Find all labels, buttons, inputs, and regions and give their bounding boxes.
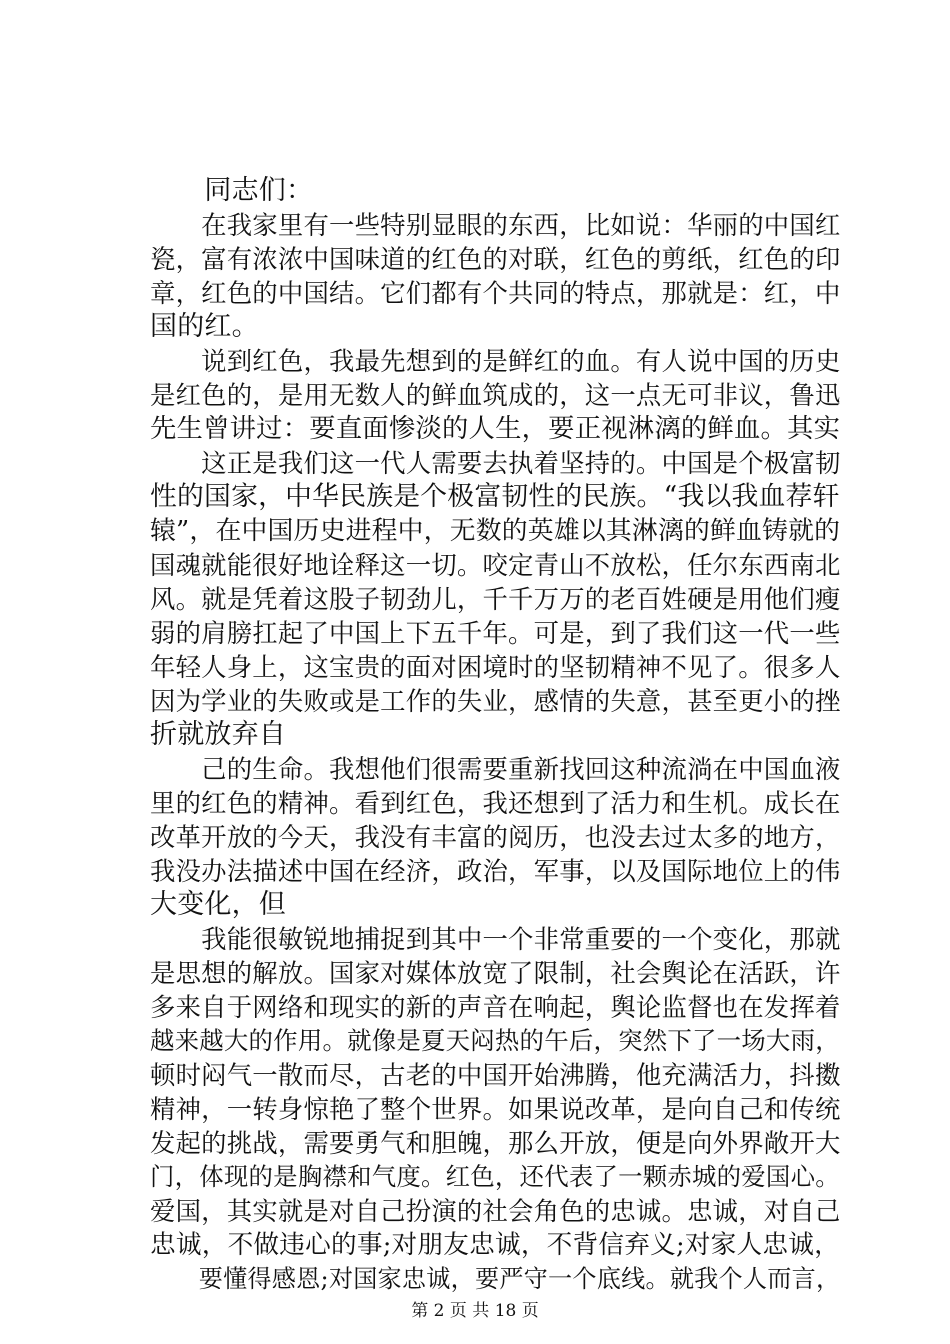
text-line: 国魂就能很好地诠释这一切。咬定青山不放松，任尔东西南北 <box>150 550 841 580</box>
text-line: 先生曾讲过：要直面惨淡的人生，要正视淋漓的鲜血。其实 <box>150 414 841 444</box>
text-line: 忠诚，不做违心的事;对朋友忠诚，不背信弃义;对家人忠诚， <box>150 1230 840 1260</box>
text-line: 门，体现的是胸襟和气度。红色，还代表了一颗赤城的爱国心。 <box>150 1162 840 1191</box>
text-line: 因为学业的失败或是工作的失业，感情的失意，甚至更小的挫 <box>150 686 841 716</box>
text-line: 章，红色的中国结。它们都有个共同的特点，那就是：红，中 <box>150 278 841 308</box>
text-line: 是红色的，是用无数人的鲜血筑成的，这一点无可非议，鲁迅 <box>150 380 841 410</box>
text-line: 大变化，但 <box>150 889 286 920</box>
text-line: 我没办法描述中国在经济，政治，军事，以及国际地位上的伟 <box>150 856 841 886</box>
text-line: 爱国，其实就是对自己扮演的社会角色的忠诚。忠诚，对自己 <box>150 1196 841 1226</box>
text-line: 是思想的解放。国家对媒体放宽了限制，社会舆论在活跃，许 <box>150 958 841 988</box>
text-line: 精神，一转身惊艳了整个世界。如果说改革，是向自己和传统 <box>150 1094 841 1124</box>
text-line: 国的红。 <box>150 311 259 342</box>
text-line: 己的生命。我想他们很需要重新找回这种流淌在中国血液 <box>150 754 841 784</box>
text-line: 折就放弃自 <box>150 719 286 750</box>
text-line: 在我家里有一些特别显眼的东西，比如说：华丽的中国红 <box>150 210 841 240</box>
text-line: 多来自于网络和现实的新的声音在响起，舆论监督也在发挥着 <box>150 992 841 1022</box>
text-line: 说到红色，我最先想到的是鲜红的血。有人说中国的历史 <box>150 346 841 376</box>
text-line: 瓷，富有浓浓中国味道的红色的对联，红色的剪纸，红色的印 <box>150 244 841 274</box>
page-number-footer: 第 2 页 共 18 页 <box>411 1301 539 1321</box>
text-line: 辕”，在中国历史进程中，无数的英雄以其淋漓的鲜血铸就的 <box>150 516 841 546</box>
text-line: 要懂得感恩;对国家忠诚，要严守一个底线。就我个人而言， <box>150 1265 841 1293</box>
text-line: 改革开放的今天，我没有丰富的阅历，也没去过太多的地方， <box>150 822 841 852</box>
text-line: 年轻人身上，这宝贵的面对困境时的坚韧精神不见了。很多人 <box>150 652 841 682</box>
text-line: 发起的挑战，需要勇气和胆魄，那么开放，便是向外界敞开大 <box>150 1128 841 1158</box>
text-line: 这正是我们这一代人需要去执着坚持的。中国是个极富韧 <box>150 448 841 478</box>
text-line: 弱的肩膀扛起了中国上下五千年。可是，到了我们这一代一些 <box>150 618 841 648</box>
text-line: 风。就是凭着这股子韧劲儿，千千万万的老百姓硬是用他们瘦 <box>150 584 841 614</box>
text-line: 同志们： <box>150 175 314 206</box>
text-line: 性的国家，中华民族是个极富韧性的民族。“我以我血荐轩 <box>150 481 840 512</box>
text-line: 顿时闷气一散而尽，古老的中国开始沸腾，他充满活力，抖擞 <box>150 1060 841 1090</box>
text-line: 我能很敏锐地捕捉到其中一个非常重要的一个变化，那就 <box>150 924 841 954</box>
text-line: 里的红色的精神。看到红色，我还想到了活力和生机。成长在 <box>150 788 841 818</box>
text-line: 越来越大的作用。就像是夏天闷热的午后，突然下了一场大雨， <box>150 1026 840 1055</box>
